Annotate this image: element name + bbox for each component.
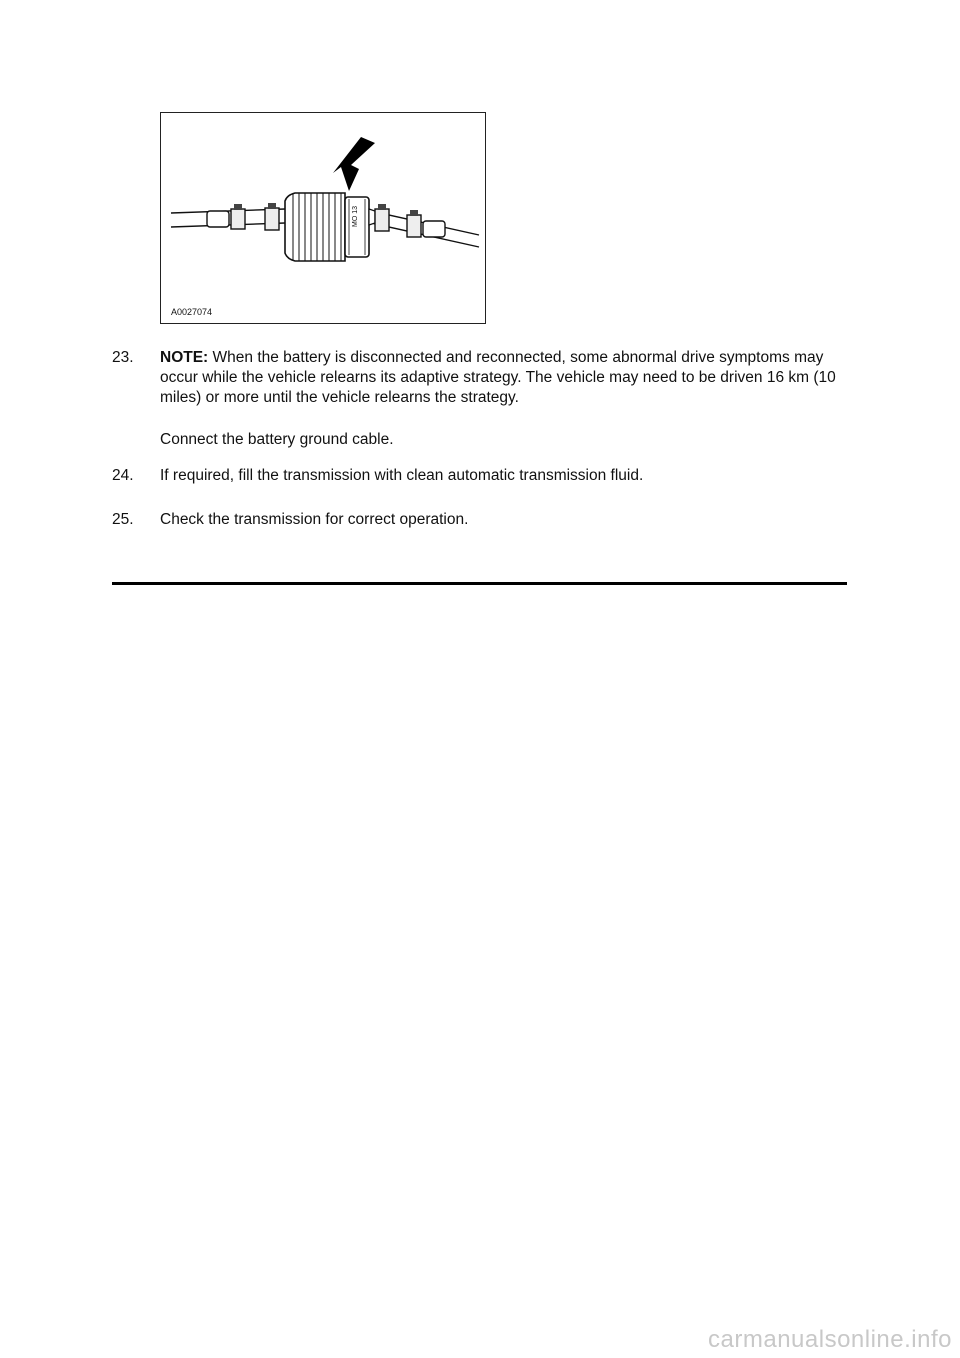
clamp-icon [207,203,279,230]
note-text: When the battery is disconnected and reconnected, some abnormal drive symptoms may occur while the vehicle relearns its adaptive strategy. The vehicle may need to be driven 16 km (10 miles) or more until the vehicle relearns the strategy. [160,349,836,406]
section-divider [112,582,847,585]
note [160,348,850,408]
filter-diagram [161,113,487,325]
step-text: If required, fill the transmission with clean automatic transmission fluid. [160,467,644,484]
step-text: Check the transmission for correct operation. [160,511,469,528]
inline-filter-icon [285,193,375,261]
clamp-icon [375,204,445,237]
filter-illustration [160,112,486,324]
step-number: 25. [112,511,134,528]
arrow-icon [333,137,375,191]
step-number: 23. [112,349,134,366]
step-instruction: Connect the battery ground cable. [160,431,394,448]
watermark: carmanualsonline.info [708,1326,952,1353]
note-label: NOTE: [160,349,209,366]
figure-id: A0027074 [171,307,213,317]
step-body [160,348,850,450]
step-number: 24. [112,467,134,484]
part-marking: MO 13 [352,205,359,227]
